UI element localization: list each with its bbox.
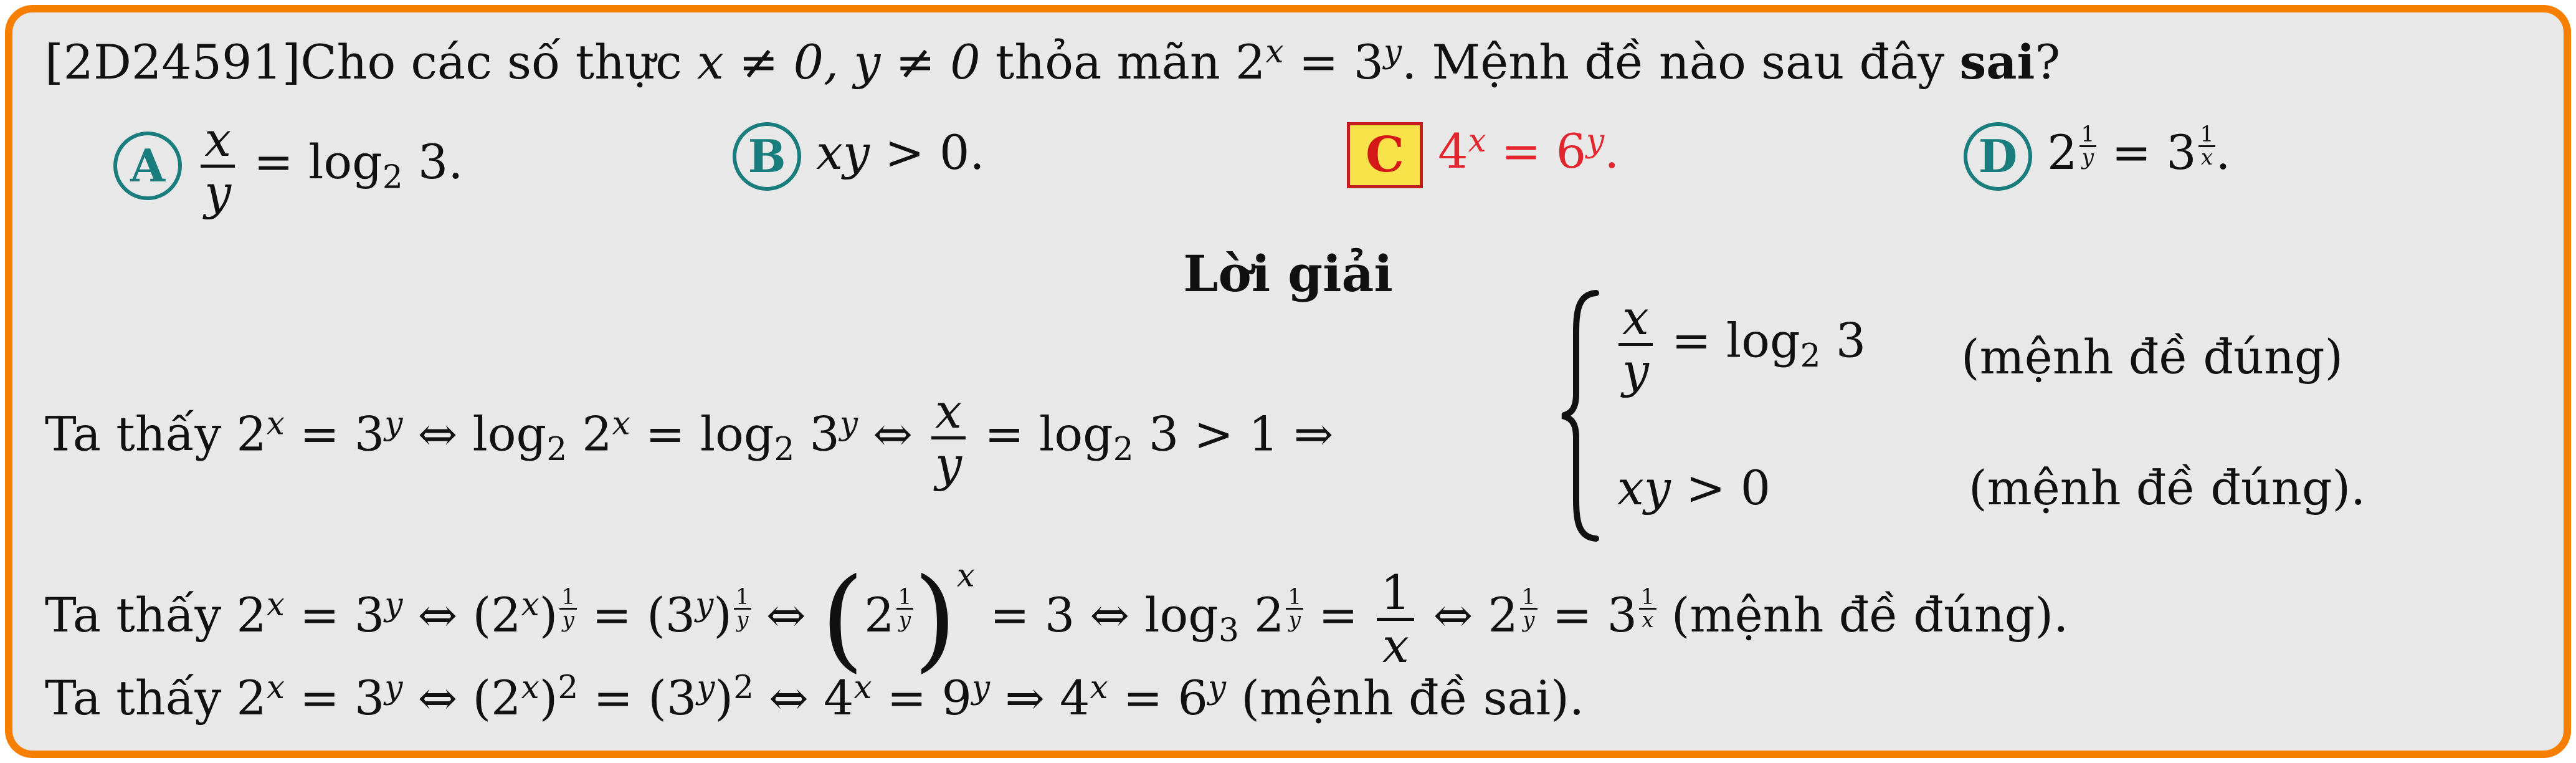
solution-lead-3: Ta thấy <box>45 670 222 726</box>
question-mark: ? <box>2035 34 2061 90</box>
question-code: [2D24591] <box>45 34 301 90</box>
option-a[interactable]: A $\frac{x}{y}$ = $\log_2 3$. <box>113 115 463 218</box>
question-emphasis: sai <box>1959 34 2035 90</box>
system-line-2: xy > 0 <box>1617 460 1771 516</box>
question-text-after: . Mệnh đề nào sau đây <box>1402 34 1945 90</box>
option-d-letter: D <box>1964 122 2032 191</box>
solution-line-3: Ta thấy $2^x = 3^y$ ⇔ $(2^x)^2 = (3^y)^2$ ⇔ $4^x = 9^y$ ⇒ $4^x = 6^y$ (mệnh đề sai). <box>45 669 1585 726</box>
condition-math: x ≠ 0, y ≠ 0 <box>696 34 981 90</box>
question-line <box>45 33 2061 90</box>
system-brace <box>1557 288 1607 544</box>
question-text-middle: thỏa mãn <box>995 34 1220 90</box>
option-d-content: 2 $\frac{1}{y}$ = 3 $\frac{1}{x}$ . <box>2047 122 2231 180</box>
right-paren: ) <box>913 554 957 683</box>
question-equation: 2$^x$ = 3$^y$ <box>1235 33 1402 90</box>
option-c-content: $4^x = 6^y$. <box>1438 122 1620 179</box>
solution-lead-2: Ta thấy <box>45 587 222 643</box>
option-a-letter: A <box>113 132 182 200</box>
solution-line-2: Ta thấy $2^x = 3^y$ ⇔ (2$^x$) $\frac{1}{y}$ = $(3^y)$ $\frac{1}{y}$ ⇔ (2 $\frac{1}{y}$ )$^x$ = 3 ⇔ $\log_3 2$ $\frac{1}{y}$ = $\frac{1}{x}$ ⇔ 2 $\frac{1}{y}$ = 3 $\frac{1}{x}$ (mệnh đề đúng). <box>45 554 2069 683</box>
solution-fraction-1x: $\frac{1}{x}$ <box>1377 568 1414 671</box>
option-b-letter: B <box>733 122 801 191</box>
solution-line-2-note: (mệnh đề đúng). <box>1671 587 2069 643</box>
solution-fraction-xy: $\frac{x}{y}$ <box>931 386 966 489</box>
option-b[interactable] <box>733 122 985 191</box>
system-fraction-xy: $\frac{x}{y}$ <box>1618 293 1653 396</box>
system-note-2: (mệnh đề đúng). <box>1969 460 2366 516</box>
option-c-letter: C <box>1347 122 1423 188</box>
solution-line-1: Ta thấy $2^x = 3^y$ ⇔ $\log_2 2^x = \log_2 3^y$ ⇔ $\frac{x}{y}$ = $\log_2 3 > 1$ ⇒ <box>45 383 1334 492</box>
system-note-1: (mệnh đề đúng) <box>1961 329 2344 385</box>
solution-lead-1: Ta thấy <box>45 406 222 462</box>
solution-title: Lời giải <box>1183 244 1393 303</box>
system-line-1: $\frac{x}{y}$ = $\log_2 3$ <box>1615 293 1866 396</box>
option-c[interactable] <box>1347 122 1619 188</box>
option-a-fraction: $\frac{x}{y}$ <box>201 115 235 218</box>
option-b-content: xy > 0. <box>816 125 985 180</box>
option-d[interactable] <box>1964 122 2231 191</box>
left-paren: ( <box>820 554 865 683</box>
question-text-before: Cho các số thực <box>300 34 682 90</box>
solution-line-3-note: (mệnh đề sai). <box>1241 670 1585 726</box>
